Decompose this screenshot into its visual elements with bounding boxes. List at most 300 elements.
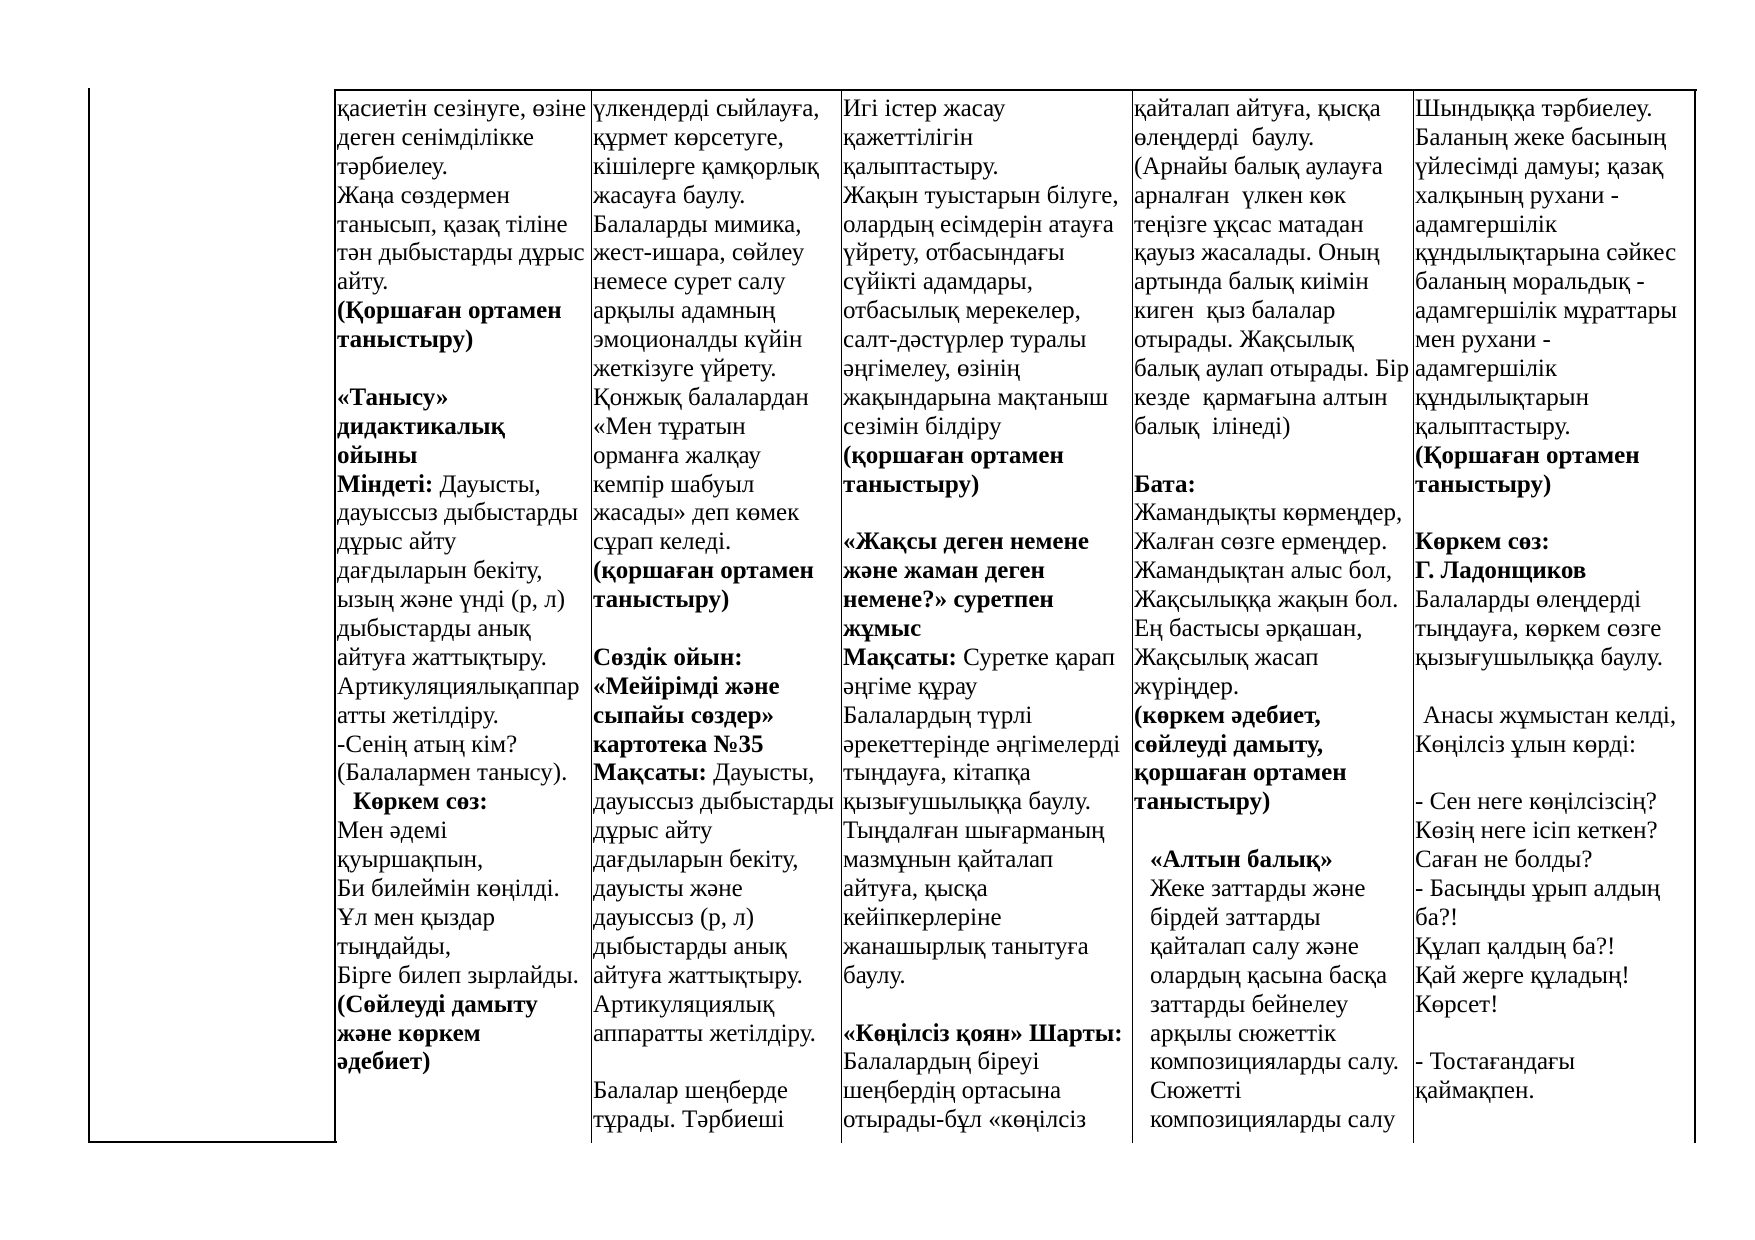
line-text: жест-ишара, сөйлеу: [593, 239, 805, 267]
line-text: қызығушылыққа баулу.: [1415, 643, 1663, 671]
text-line: [843, 499, 1132, 528]
text-line: [843, 153, 1132, 182]
text-line: [1415, 95, 1694, 124]
line-text: Суретке қарап: [956, 643, 1115, 671]
text-line: [593, 239, 841, 268]
text-line: [1134, 499, 1413, 528]
line-text: аппаратты жетілдіру.: [593, 1019, 816, 1047]
line-text: дағдыларын бекіту,: [337, 557, 543, 585]
line-text: Балалардың түрлі: [843, 701, 1033, 729]
text-line: [843, 991, 1132, 1020]
text-line: [1415, 528, 1694, 557]
line-text: және көркем: [337, 1019, 481, 1047]
line-text: қауыз жасалады. Оның: [1134, 239, 1380, 267]
line-text: бірдей заттарды: [1150, 903, 1321, 931]
text-line: [843, 615, 1132, 644]
text-line: [593, 875, 841, 904]
table-cell-6: [1415, 95, 1694, 1106]
line-text: сүйікті адамдары,: [843, 268, 1033, 296]
text-line: [1415, 124, 1694, 153]
line-text: дұрыс айту: [593, 817, 713, 845]
text-line: [593, 471, 841, 500]
line-text: әңгімелеу, өзінің: [843, 355, 1021, 383]
line-text: дағдыларын бекіту,: [593, 846, 799, 874]
line-text: жақындарына мақтаныш: [843, 383, 1109, 411]
text-line: [1134, 95, 1413, 124]
text-line: [337, 239, 591, 268]
text-line: [1415, 702, 1694, 731]
line-text: әңгіме құрау: [843, 672, 978, 700]
line-text: Мен әдемі: [337, 817, 448, 845]
text-line: [843, 1106, 1132, 1135]
line-text: Артикуляциялық: [593, 990, 775, 1018]
line-text: (Арнайы балық аулауға: [1134, 152, 1383, 180]
line-text: және жаман деген: [843, 557, 1045, 585]
line-text: кішілерге қамқорлық: [593, 152, 819, 180]
text-line: [337, 326, 591, 355]
text-line: [1415, 991, 1694, 1020]
line-text: таныстыру): [1134, 788, 1271, 816]
text-line: [337, 1020, 591, 1049]
line-text: «Алтын балық»: [1150, 846, 1333, 874]
text-line: [593, 904, 841, 933]
text-line: [1415, 557, 1694, 586]
text-line: [593, 326, 841, 355]
text-line: [337, 933, 591, 962]
text-line: [1134, 788, 1413, 817]
line-text: «Мен тұратын: [593, 412, 746, 440]
line-text: атты жетілдіру.: [337, 701, 499, 729]
line-text: қалыптастыру.: [1415, 412, 1571, 440]
line-text: қасиетін сезінуге, өзіне: [337, 95, 587, 122]
text-line: [1415, 846, 1694, 875]
line-text: деген сенімділікке: [337, 123, 534, 151]
text-line: [1415, 326, 1694, 355]
text-line: [843, 586, 1132, 615]
line-text: тыңдауға, көркем сөзге: [1415, 615, 1662, 643]
text-line: [337, 153, 591, 182]
line-text: Балаларды өлеңдерді: [1415, 586, 1642, 614]
text-line: [337, 673, 591, 702]
text-line: [843, 471, 1132, 500]
line-text: Жаңа сөздермен: [337, 181, 510, 209]
line-text: жасауға баулу.: [593, 181, 746, 209]
text-line: [337, 182, 591, 211]
line-text: (көркем әдебиет,: [1134, 701, 1321, 729]
text-line: [337, 846, 591, 875]
line-text: дыбыстарды анық: [593, 932, 787, 960]
text-line: [843, 759, 1132, 788]
line-text: Құлап қалдың ба?!: [1415, 932, 1616, 960]
line-text: (Сөйлеуді дамыту: [337, 990, 538, 1018]
text-line: [1134, 124, 1413, 153]
text-line: [337, 904, 591, 933]
line-text: жұмыс: [843, 615, 922, 643]
line-text: таныстыру): [1415, 470, 1552, 498]
line-text: таныстыру): [337, 326, 474, 354]
line-text: айтуға, қысқа: [843, 875, 988, 903]
text-line: [1134, 182, 1413, 211]
line-text: балық ілінеді): [1134, 412, 1291, 440]
text-line: [843, 875, 1132, 904]
text-line: [843, 268, 1132, 297]
text-line: [593, 615, 841, 644]
text-line: [843, 846, 1132, 875]
text-line: [1415, 586, 1694, 615]
line-text: балық аулап отырады. Бір: [1134, 355, 1410, 383]
text-line: [843, 384, 1132, 413]
line-text: мазмұнын қайталап: [843, 846, 1054, 874]
text-line: [1134, 586, 1413, 615]
line-text: теңізге ұқсас матадан: [1134, 210, 1364, 238]
text-line: [337, 384, 591, 413]
line-text: Шындыққа тәрбиелеу.: [1415, 95, 1653, 122]
line-text: Анасы жұмыстан келді,: [1423, 701, 1677, 729]
line-text: қоршаған ортамен: [1134, 759, 1347, 787]
line-bold-lead: Міндеті:: [337, 470, 434, 498]
text-line: [593, 355, 841, 384]
line-text: мен рухани -: [1415, 326, 1551, 354]
line-text: (Балалармен танысу).: [337, 759, 568, 787]
text-line: [843, 297, 1132, 326]
text-line: [1415, 933, 1694, 962]
first-column-right-border: [334, 89, 336, 1143]
text-line: [1415, 297, 1694, 326]
text-line: [1134, 846, 1413, 875]
line-text: олардың есімдерін атауға: [843, 210, 1114, 238]
line-text: ба?!: [1415, 903, 1459, 931]
line-text: «Жақсы деген немене: [843, 528, 1090, 556]
text-line: [1415, 615, 1694, 644]
text-line: [337, 124, 591, 153]
text-line: [593, 846, 841, 875]
text-line: [337, 297, 591, 326]
line-text: айтуға жаттықтыру.: [593, 961, 803, 989]
text-line: [1415, 817, 1694, 846]
text-line: [593, 817, 841, 846]
line-text: кезде қармағына алтын: [1134, 383, 1388, 411]
text-line: [593, 933, 841, 962]
line-text: (Қоршаған ортамен: [337, 297, 562, 325]
text-line: [1415, 182, 1694, 211]
text-line: [593, 788, 841, 817]
line-text: қайталап салу және: [1150, 932, 1359, 960]
line-text: Жеке заттарды және: [1150, 875, 1366, 903]
text-line: [843, 644, 1132, 673]
column-divider: [841, 89, 842, 1143]
line-text: олардың қасына басқа: [1150, 961, 1388, 989]
text-line: [1415, 1077, 1694, 1106]
line-text: заттарды бейнелеу: [1150, 990, 1349, 1018]
text-line: [1134, 268, 1413, 297]
line-bold-lead: Мақсаты:: [593, 759, 707, 787]
text-line: [1415, 499, 1694, 528]
text-line: [1134, 1077, 1413, 1106]
line-text: Балаларды мимика,: [593, 210, 802, 238]
text-line: [593, 1020, 841, 1049]
line-text: - Басыңды ұрып алдың: [1415, 875, 1661, 903]
text-line: [337, 962, 591, 991]
text-line: [1415, 1020, 1694, 1049]
line-text: дауыссыз (р, л): [593, 903, 755, 931]
line-text: Бірге билеп зырлайды.: [337, 961, 579, 989]
table-cell-5: [1134, 95, 1413, 1135]
text-line: [1415, 673, 1694, 702]
line-text: композицияларды салу: [1150, 1106, 1396, 1134]
table-cell-4: [843, 95, 1132, 1135]
line-text: Жамандықтан алыс бол,: [1134, 557, 1393, 585]
line-text: шеңбердің ортасына: [843, 1077, 1062, 1105]
line-text: ойыны: [337, 441, 418, 469]
line-text: адамгершілік мұраттары: [1415, 297, 1678, 325]
line-text: Көркем сөз:: [1415, 528, 1550, 556]
line-text: қалыптастыру.: [843, 152, 999, 180]
line-text: үйрету, отбасындағы: [843, 239, 1065, 267]
text-line: [1134, 759, 1413, 788]
text-line: [1134, 326, 1413, 355]
text-line: [337, 355, 591, 384]
line-text: Көркем сөз:: [353, 788, 488, 816]
text-line: [843, 528, 1132, 557]
line-text: «Мейірімді және: [593, 672, 780, 700]
line-text: тыңдайды,: [337, 932, 452, 960]
line-text: композицияларды салу.: [1150, 1048, 1400, 1076]
text-line: [1134, 1048, 1413, 1077]
text-line: [593, 962, 841, 991]
column-divider: [1413, 89, 1414, 1143]
text-line: [593, 268, 841, 297]
line-text: - Тостағандағы: [1415, 1048, 1576, 1076]
text-line: [1415, 239, 1694, 268]
line-text: адамгершілік: [1415, 355, 1558, 383]
line-text: дұрыс айту: [337, 528, 457, 556]
text-line: [1134, 731, 1413, 760]
text-line: [843, 817, 1132, 846]
text-line: [337, 817, 591, 846]
text-line: [593, 1048, 841, 1077]
text-line: [593, 1077, 841, 1106]
text-line: [1134, 442, 1413, 471]
line-text: баулу.: [843, 961, 906, 989]
line-text: -Сенің атың кім?: [337, 730, 518, 758]
text-line: [337, 499, 591, 528]
line-text: картотека №35: [593, 730, 764, 758]
text-line: [337, 211, 591, 240]
text-line: [337, 528, 591, 557]
text-line: [337, 557, 591, 586]
table-cell-3: [593, 95, 841, 1135]
text-line: [593, 557, 841, 586]
text-line: [1415, 384, 1694, 413]
text-line: [593, 528, 841, 557]
line-text: тәрбиелеу.: [337, 152, 448, 180]
line-text: Ең бастысы әрқашан,: [1134, 615, 1363, 643]
line-text: жанашырлық танытуға: [843, 932, 1089, 960]
text-line: [843, 788, 1132, 817]
text-line: [843, 1048, 1132, 1077]
line-text: сөйлеуді дамыту,: [1134, 730, 1324, 758]
text-line: [1415, 211, 1694, 240]
text-line: [843, 442, 1132, 471]
line-text: құрмет көрсетуге,: [593, 123, 784, 151]
text-line: [337, 615, 591, 644]
line-text: құндылықтарына сәйкес: [1415, 239, 1677, 267]
line-text: танысып, қазақ тіліне: [337, 210, 568, 238]
text-line: [593, 297, 841, 326]
text-line: [337, 991, 591, 1020]
text-line: [593, 586, 841, 615]
line-text: таныстыру): [593, 586, 730, 614]
text-line: [593, 153, 841, 182]
text-line: [1415, 355, 1694, 384]
line-text: Жақсылық жасап: [1134, 643, 1319, 671]
text-line: [843, 673, 1132, 702]
text-line: [1415, 759, 1694, 788]
line-text: дауыссыз дыбыстарды: [337, 499, 579, 527]
line-text: Сөздік ойын:: [593, 643, 743, 671]
line-text: арқылы адамның: [593, 297, 776, 325]
line-text: немене?» суретпен: [843, 586, 1054, 614]
text-line: [1415, 875, 1694, 904]
text-line: [593, 1106, 841, 1135]
line-text: Жақын туыстарын білуге,: [843, 181, 1119, 209]
line-text: қаймақпен.: [1415, 1077, 1535, 1105]
text-line: [843, 182, 1132, 211]
column-divider: [1132, 89, 1133, 1143]
text-line: [843, 95, 1132, 124]
text-line: [593, 644, 841, 673]
line-bold-lead: Мақсаты:: [843, 643, 957, 671]
line-text: Тыңдалған шығарманың: [843, 817, 1105, 845]
text-line: [1134, 615, 1413, 644]
line-text: Жамандықты көрмеңдер,: [1134, 499, 1403, 527]
text-line: [337, 788, 591, 817]
line-text: қызығушылыққа баулу.: [843, 788, 1091, 816]
text-line: [843, 1077, 1132, 1106]
line-text: эмоционалды күйін: [593, 326, 803, 354]
text-line: [1415, 413, 1694, 442]
line-text: «Танысу»: [337, 383, 449, 411]
line-text: орманға жалқау: [593, 441, 761, 469]
text-line: [843, 413, 1132, 442]
line-text: Жақсылыққа жақын бол.: [1134, 586, 1399, 614]
text-line: [593, 759, 841, 788]
text-line: [593, 442, 841, 471]
line-text: Ұл мен қыздар: [337, 903, 496, 931]
line-text: (қоршаған ортамен: [593, 557, 814, 585]
line-text: Артикуляциялықаппар: [337, 672, 580, 700]
line-text: ызың және үнді (р, л): [337, 586, 566, 614]
line-text: жеткізуге үйрету.: [593, 355, 777, 383]
text-line: [1134, 557, 1413, 586]
text-line: [337, 442, 591, 471]
text-line: [1415, 1048, 1694, 1077]
line-text: дидактикалық: [337, 412, 505, 440]
line-text: артында балық киімін: [1134, 268, 1369, 296]
line-text: кемпір шабуыл: [593, 470, 755, 498]
line-text: үйлесімді дамуы; қазақ: [1415, 152, 1664, 180]
line-text: адамгершілік: [1415, 210, 1558, 238]
text-line: [1134, 962, 1413, 991]
table-right-border: [1694, 89, 1696, 1143]
line-text: киген қыз балалар: [1134, 297, 1336, 325]
text-line: [1415, 471, 1694, 500]
text-line: [1134, 933, 1413, 962]
line-text: тыңдауға, кітапқа: [843, 759, 1031, 787]
text-line: [1134, 1020, 1413, 1049]
line-text: сыпайы сөздер»: [593, 701, 775, 729]
text-line: [1134, 297, 1413, 326]
text-line: [843, 904, 1132, 933]
line-text: отырады-бұл «көңілсіз: [843, 1106, 1087, 1134]
text-line: [337, 644, 591, 673]
text-line: [593, 413, 841, 442]
text-line: [337, 702, 591, 731]
text-line: [1134, 153, 1413, 182]
text-line: [843, 239, 1132, 268]
line-text: сезімін білдіру: [843, 412, 1002, 440]
line-text: әдебиет): [337, 1048, 431, 1076]
line-text: тән дыбыстарды дұрыс: [337, 239, 585, 267]
line-text: Г. Ладонщиков: [1415, 557, 1587, 585]
line-text: Дауысты,: [706, 759, 815, 787]
text-line: [337, 586, 591, 615]
text-line: [1134, 471, 1413, 500]
text-line: [1134, 904, 1413, 933]
text-line: [593, 211, 841, 240]
line-text: Көңілсіз ұлын көрді:: [1415, 730, 1636, 758]
text-line: [1134, 384, 1413, 413]
text-line: [1415, 962, 1694, 991]
text-line: [1415, 904, 1694, 933]
line-text: отбасылық мерекелер,: [843, 297, 1081, 325]
line-text: айту.: [337, 268, 389, 296]
text-line: [337, 413, 591, 442]
line-text: - Сен неге көңілсізсің?: [1415, 788, 1657, 816]
text-line: [843, 962, 1132, 991]
text-line: [1415, 731, 1694, 760]
text-line: [593, 499, 841, 528]
first-column-bottom-border: [88, 1141, 337, 1143]
text-line: [1415, 644, 1694, 673]
text-line: [843, 355, 1132, 384]
line-text: дауысты және: [593, 875, 743, 903]
line-text: Жалған сөзге ермеңдер.: [1134, 528, 1388, 556]
text-line: [843, 124, 1132, 153]
line-text: Дауысты,: [433, 470, 541, 498]
line-text: халқының рухани -: [1415, 181, 1619, 209]
line-text: «Көңілсіз қоян» Шарты:: [843, 1019, 1123, 1047]
text-line: [1134, 644, 1413, 673]
line-text: Би билеймін көңілді.: [337, 875, 560, 903]
line-text: Балалар шеңберде: [593, 1077, 788, 1105]
text-line: [1134, 1106, 1413, 1135]
text-line: [593, 673, 841, 702]
text-line: [843, 731, 1132, 760]
line-text: айтуға жаттықтыру.: [337, 643, 547, 671]
line-text: Көзің неге ісіп кеткен?: [1415, 817, 1658, 845]
line-text: таныстыру): [843, 470, 980, 498]
line-text: Қай жерге құладың!: [1415, 961, 1630, 989]
line-text: салт-дәстүрлер туралы: [843, 326, 1087, 354]
text-line: [843, 326, 1132, 355]
text-line: [1134, 211, 1413, 240]
line-text: қажеттілігін: [843, 123, 974, 151]
line-text: қуыршақпын,: [337, 846, 484, 874]
line-text: Қонжық балалардан: [593, 383, 809, 411]
text-line: [1415, 153, 1694, 182]
text-line: [1134, 817, 1413, 846]
